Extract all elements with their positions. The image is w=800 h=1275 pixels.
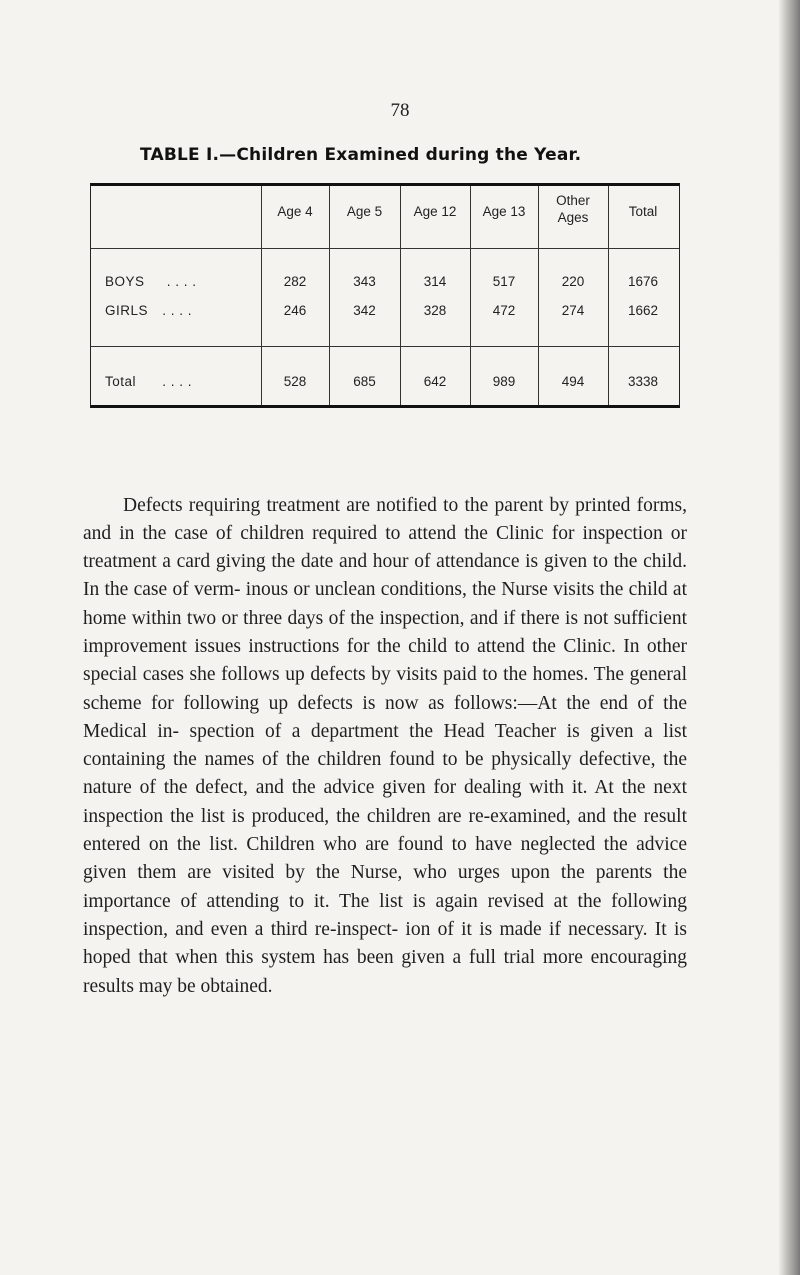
page-edge-shadow: [778, 0, 800, 1275]
dot-leader: . . . .: [162, 303, 193, 318]
table-title: TABLE I.—Children Examined during the Year.: [140, 145, 582, 165]
girls-age-4: 246: [283, 303, 307, 318]
row-label-text: GIRLS: [105, 303, 149, 318]
boys-age-5: 343: [353, 274, 376, 289]
boys-age-12: 314: [423, 274, 447, 289]
girls-total: 1662: [627, 303, 659, 318]
row-label-boys: [105, 274, 197, 289]
body-paragraph: Defects requiring treatment are notified to the parent by printed forms, and in the case of children required to attend the Clinic for inspection or treatment a card giving the date and hour of attendance is given to the child. In the case of verm- inous or unclean conditions, the Nurse visits the child at home within two or three days of the inspection, and if there is not sufficient improvement issues instructions for the child to attend the Clinic. In other special cases she follows up defects by visits paid to the homes. The general scheme for following up defects is now as follows:—At the end of the Medical in- spection of a department the Head Teacher is given a list containing the names of the children found to be physically defective, the nature of the defect, and the advice given for dealing with it. At the next inspection the list is produced, the children are re-examined, and the result entered on the list. Children who are found to have neglected the advice given them are visited by the Nurse, who urges upon the parents the importance of attending to it. The list is again revised at the following inspection, and even a third re-inspect- ion of it is made if necessary. It is hoped that when this system has been given a full trial more encouraging results may be obtained.: [83, 494, 687, 997]
total-total: 3338: [627, 374, 659, 389]
page-number: 78: [390, 100, 410, 121]
header-other-ages-line1: Other: [556, 193, 590, 208]
boys-age-13: 517: [492, 274, 516, 289]
total-divider: [91, 346, 679, 347]
row-label-text: Total: [105, 374, 137, 389]
header-other-ages: [538, 192, 608, 226]
header-age-13: Age 13: [482, 204, 526, 219]
total-age-5: 685: [353, 374, 376, 389]
girls-age-12: 328: [423, 303, 447, 318]
dot-leader: . . . .: [162, 374, 193, 389]
boys-age-4: 282: [283, 274, 307, 289]
header-age-12: Age 12: [413, 204, 457, 219]
boys-total: 1676: [627, 274, 659, 289]
girls-age-5: 342: [353, 303, 376, 318]
row-label-text: BOYS: [105, 274, 145, 289]
header-age-5: Age 5: [346, 204, 383, 219]
total-age-4: 528: [283, 374, 307, 389]
header-total: Total: [628, 204, 658, 219]
dot-leader: . . . .: [166, 274, 197, 289]
total-age-13: 989: [492, 374, 516, 389]
boys-other-ages: 220: [561, 274, 585, 289]
row-label-total: [105, 374, 192, 389]
total-other-ages: 494: [561, 374, 585, 389]
header-other-ages-line2: Ages: [557, 210, 589, 225]
row-label-girls: [105, 303, 192, 318]
children-examined-table: [90, 183, 680, 408]
total-age-12: 642: [423, 374, 447, 389]
girls-other-ages: 274: [561, 303, 585, 318]
header-divider: [91, 248, 679, 249]
header-age-4: Age 4: [277, 204, 313, 219]
girls-age-13: 472: [492, 303, 516, 318]
